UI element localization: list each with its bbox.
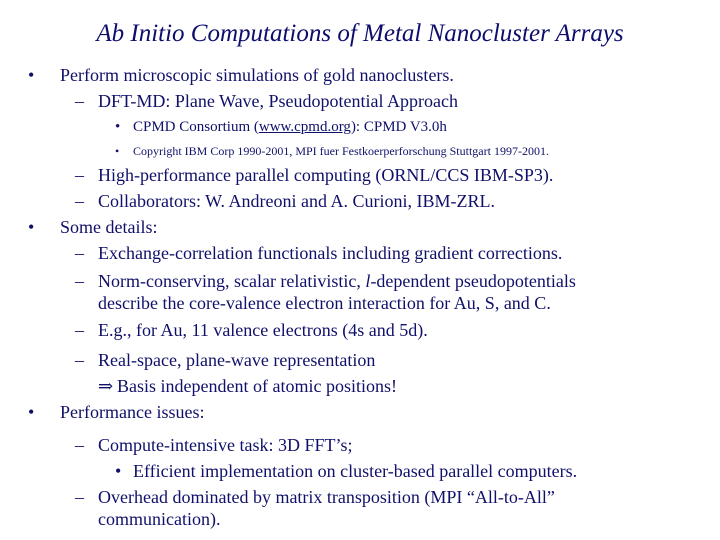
text-segment: CPMD Consortium ( — [133, 119, 259, 135]
implies-arrow-icon: ⇒ — [98, 376, 114, 397]
bullet-icon: • — [115, 461, 122, 481]
bullet-icon: • — [28, 217, 35, 237]
slide-title: Ab Initio Computations of Metal Nanocluster Arrays — [96, 20, 624, 47]
sub-bullet-text: Collaborators: W. Andreoni and A. Curioni, IBM-ZRL. — [98, 191, 495, 211]
dash-icon: – — [75, 435, 84, 455]
bullet-icon: • — [28, 402, 35, 422]
dash-icon: – — [75, 271, 84, 291]
bullet-text: Performance issues: — [60, 402, 205, 422]
dash-icon: – — [75, 243, 84, 263]
sub-sub-bullet-text — [133, 119, 447, 136]
sub-bullet-text: DFT-MD: Plane Wave, Pseudopotential Approach — [98, 91, 459, 111]
sub-bullet-text: Overhead dominated by matrix transposition (MPI “All-to-All” — [98, 487, 555, 507]
bullet-text: Perform microscopic simulations of gold nanoclusters. — [60, 65, 454, 85]
cpmd-link[interactable]: www.cpmd.org — [258, 119, 351, 135]
sub-sub-bullet-text: Efficient implementation on cluster-based parallel computers. — [133, 461, 578, 481]
bullet-icon: • — [28, 65, 35, 85]
sub-bullet-text — [98, 271, 576, 292]
dash-icon: – — [75, 91, 84, 111]
bullet-icon: • — [115, 144, 120, 158]
dash-icon: – — [75, 350, 84, 370]
text-segment: Norm-conserving, scalar relativistic, — [98, 271, 366, 291]
sub-bullet-text: E.g., for Au, 11 valence electrons (4s and 5d). — [98, 320, 428, 340]
dash-icon: – — [75, 165, 84, 185]
dash-icon: – — [75, 191, 84, 211]
text-segment: -dependent pseudopotentials — [370, 271, 576, 291]
sub-bullet-text: High-performance parallel computing (ORNL/CCS IBM-SP3). — [98, 165, 554, 185]
sub-bullet-text: Real-space, plane-wave representation — [98, 350, 376, 370]
sub-bullet-text: Exchange-correlation functionals including gradient corrections. — [98, 243, 563, 263]
dash-icon: – — [75, 487, 84, 507]
continuation-text: communication). — [98, 509, 221, 529]
copyright-text: Copyright IBM Corp 1990-2001, MPI fuer Festkoerperforschung Stuttgart 1997-2001. — [133, 144, 549, 158]
dash-icon: – — [75, 320, 84, 340]
continuation-text: Basis independent of atomic positions! — [117, 376, 397, 396]
bullet-icon: • — [115, 119, 121, 135]
bullet-text: Some details: — [60, 217, 158, 237]
sub-bullet-text: Compute-intensive task: 3D FFT’s; — [98, 435, 353, 455]
text-segment: ): CPMD V3.0h — [350, 119, 447, 135]
text-segment-italic: l — [365, 271, 371, 291]
continuation-text: describe the core-valence electron interaction for Au, S, and C. — [98, 293, 551, 313]
